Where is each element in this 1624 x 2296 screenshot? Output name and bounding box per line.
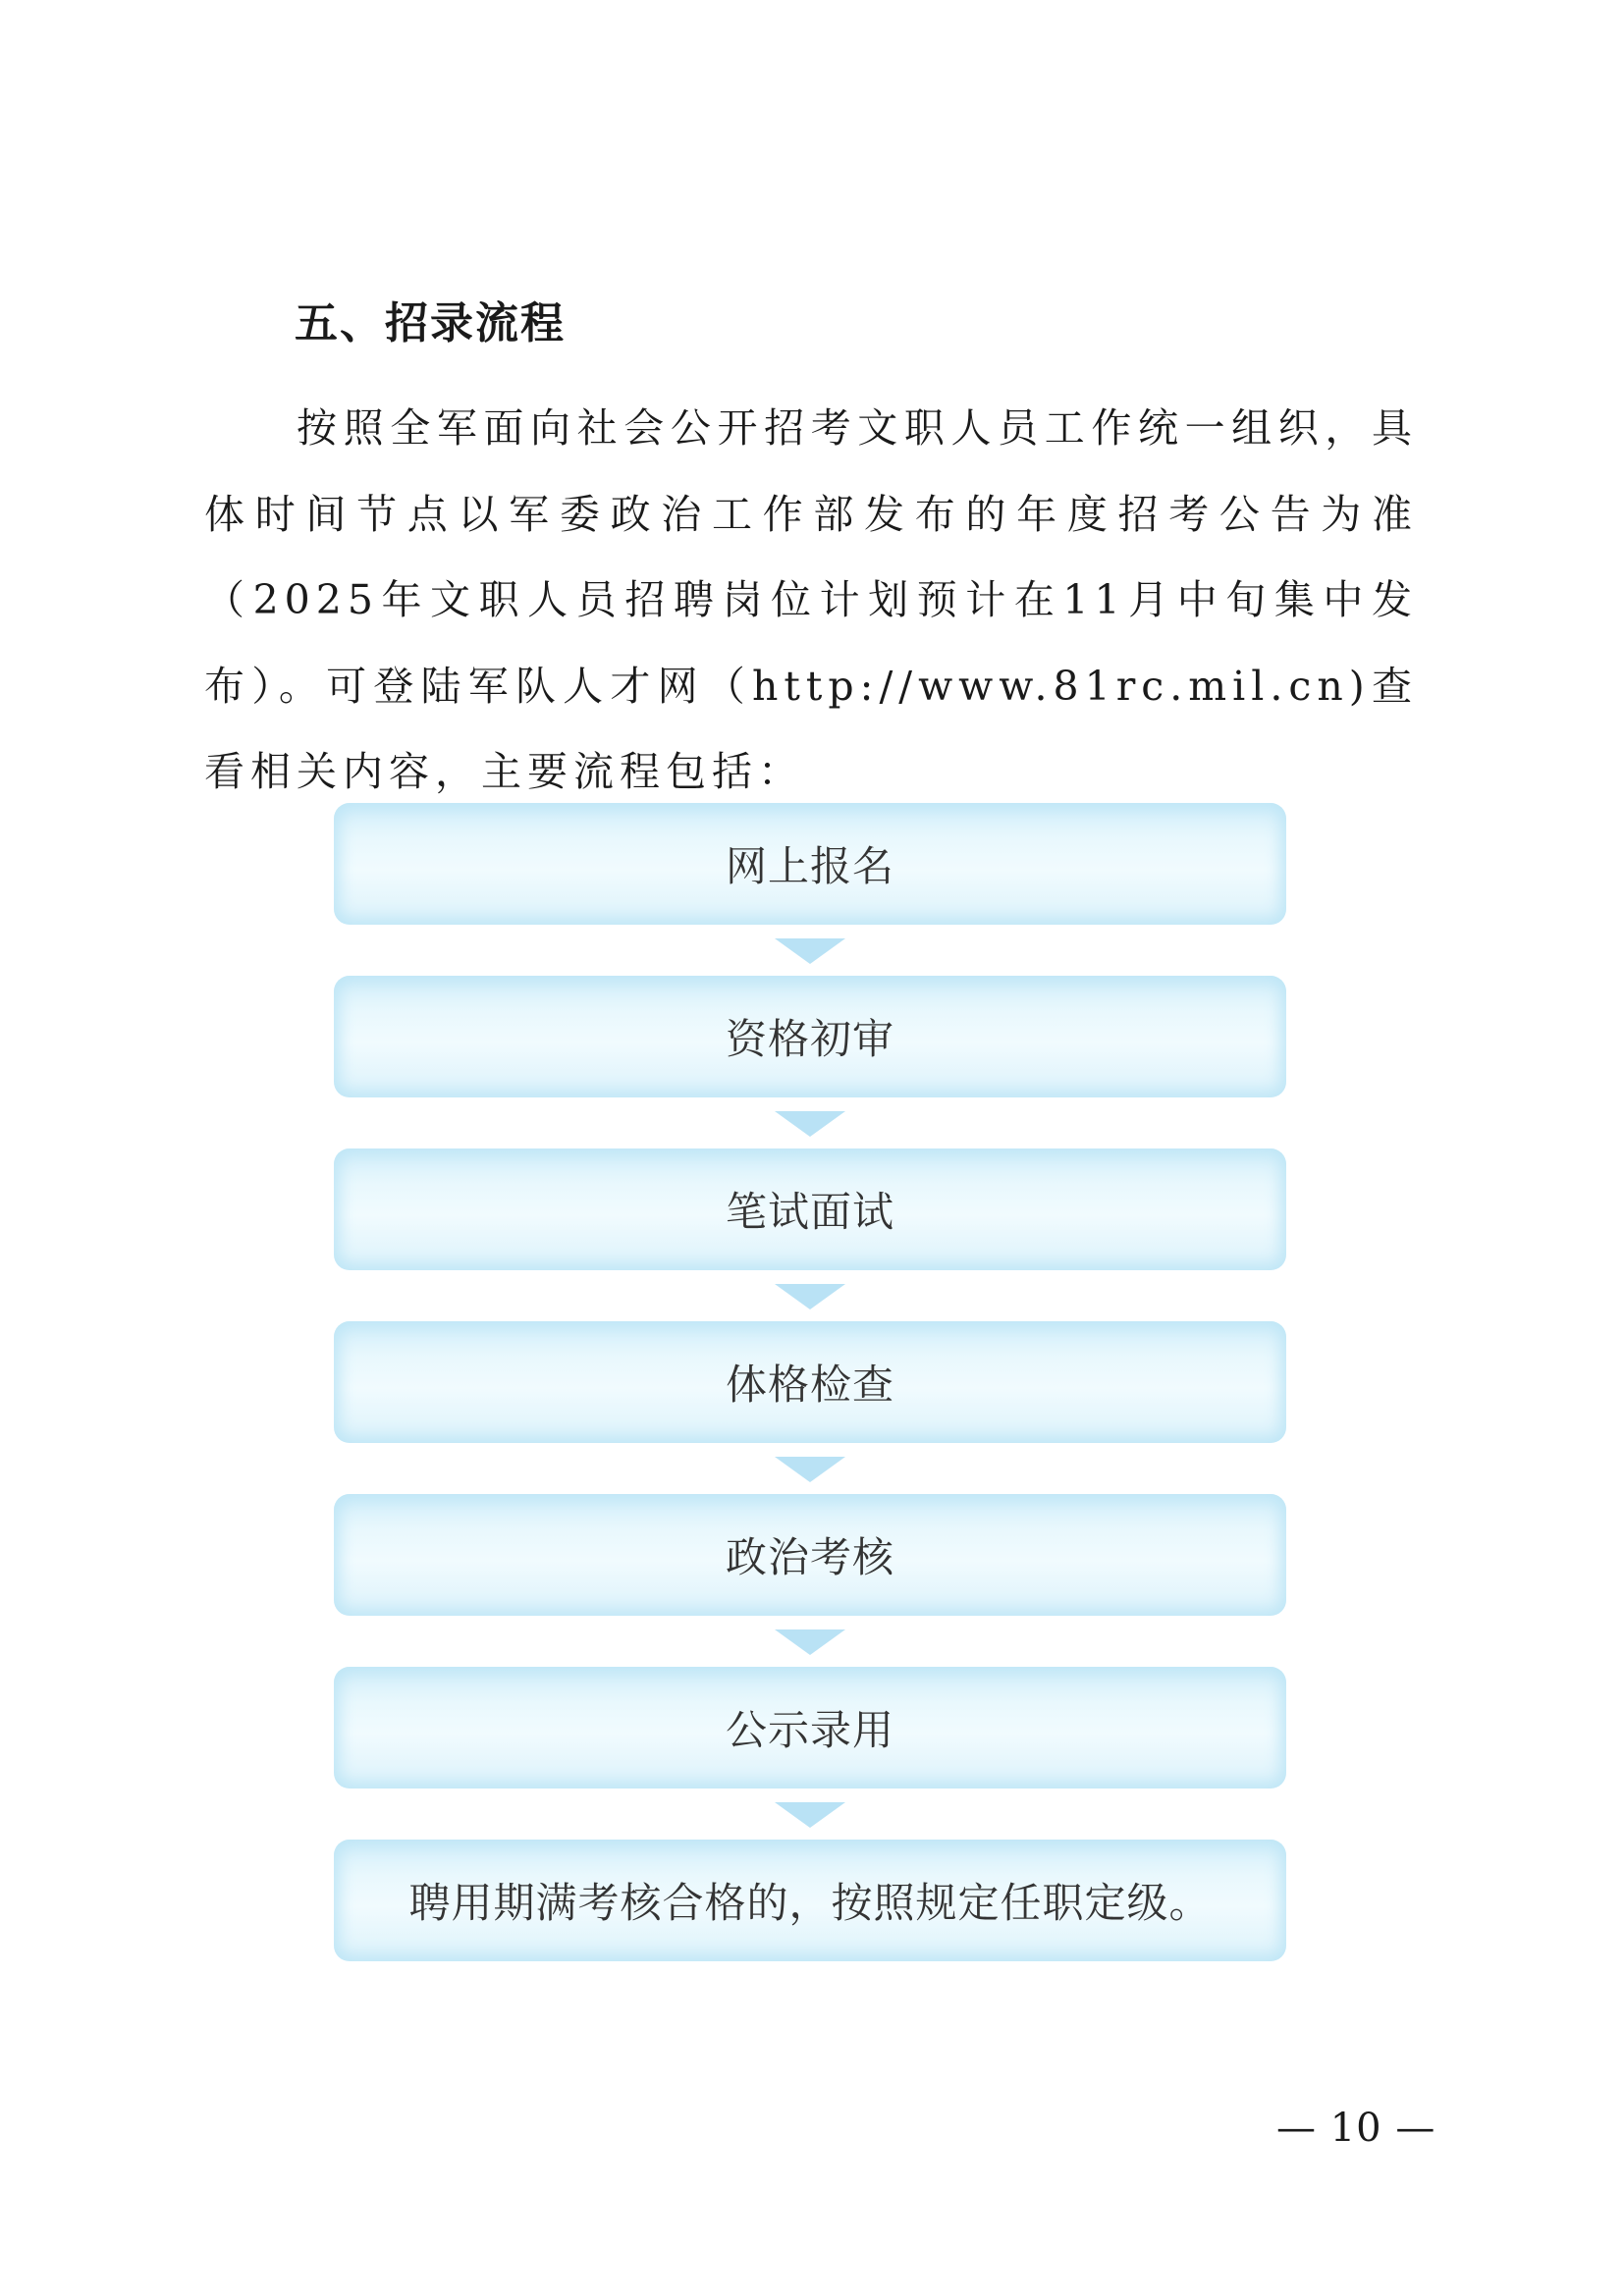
flow-step-grade-assignment: 聘用期满考核合格的，按照规定任职定级。 (334, 1840, 1286, 1961)
flow-step-physical-exam: 体格检查 (334, 1321, 1286, 1443)
down-arrow-icon (775, 938, 845, 964)
section-heading: 五、招录流程 (295, 298, 566, 348)
down-arrow-icon (775, 1629, 845, 1655)
down-arrow-icon (775, 1457, 845, 1482)
page-number: — 10 — (1276, 2106, 1436, 2151)
flow-step-online-registration: 网上报名 (334, 803, 1286, 925)
flow-step-written-interview: 笔试面试 (334, 1148, 1286, 1270)
down-arrow-icon (775, 1111, 845, 1137)
flow-step-announcement-hiring: 公示录用 (334, 1667, 1286, 1789)
intro-paragraph: 按照全军面向社会公开招考文职人员工作统一组织，具体时间节点以军委政治工作部发布的年度招考公告为准（2025年文职人员招聘岗位计划预计在11月中旬集中发布）。可登陆军队人才网（http://www.81rc.mil.cn)查看相关内容，主要流程包括： (204, 404, 1418, 795)
flow-step-political-review: 政治考核 (334, 1494, 1286, 1616)
down-arrow-icon (775, 1284, 845, 1309)
process-flowchart (334, 803, 1286, 1961)
flow-step-preliminary-review: 资格初审 (334, 976, 1286, 1097)
down-arrow-icon (775, 1802, 845, 1828)
